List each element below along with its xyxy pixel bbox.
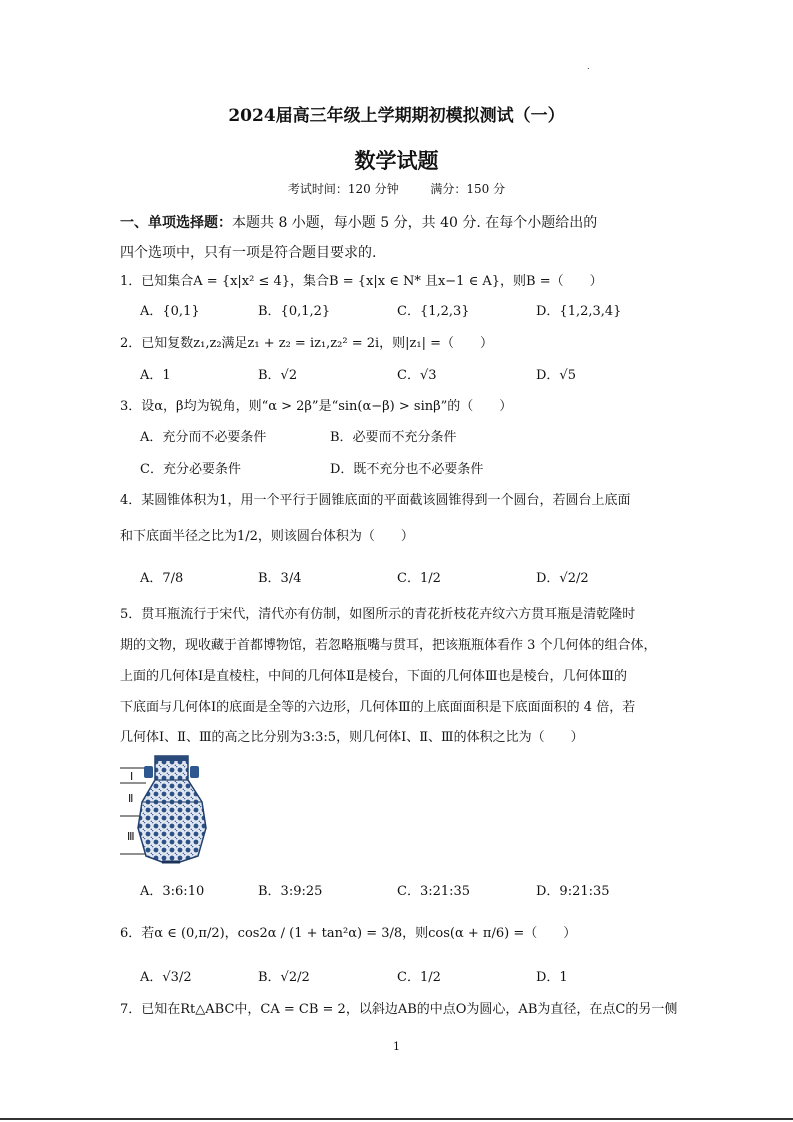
q2-option-d: D．√5 bbox=[536, 368, 576, 383]
exam-subject: 数学试题 bbox=[354, 148, 439, 173]
vase-right-ear bbox=[190, 766, 199, 778]
exam-time: 考试时间：120 分钟 bbox=[287, 182, 399, 196]
question-5-line1: 5．贯耳瓶流行于宋代，清代亦有仿制，如图所示的青花折枝花卉纹六方贯耳瓶是清乾隆时 bbox=[120, 607, 636, 622]
vase-left-ear bbox=[144, 766, 153, 778]
q1-option-c: C．{1,2,3} bbox=[397, 304, 470, 319]
question-4-line1: 4．某圆锥体积为1，用一个平行于圆锥底面的平面截该圆锥得到一个圆台，若圆台上底面 bbox=[120, 493, 631, 508]
vase-label-1: Ⅰ bbox=[130, 771, 134, 783]
section-heading-line2 bbox=[120, 242, 376, 262]
q2-option-c: C．√3 bbox=[397, 368, 437, 383]
q4-option-a: A．7/8 bbox=[140, 571, 184, 586]
corner-dot: . bbox=[587, 62, 590, 71]
section-text-1: 本题共 8 小题，每小题 5 分，共 40 分. 在每个小题给出的 bbox=[232, 215, 598, 231]
q4-option-c: C．1/2 bbox=[397, 571, 441, 586]
q6-option-b: B．√2/2 bbox=[258, 970, 310, 985]
q4-option-b: B．3/4 bbox=[258, 571, 302, 586]
question-1: 1．已知集合A = {x|x² ≤ 4}，集合B = {x|x ∈ N* 且x−1 ∈ A}，则B =（ ） bbox=[120, 274, 603, 289]
q5-option-d: D．9:21:35 bbox=[536, 884, 610, 899]
q1-option-b: B．{0,1,2} bbox=[258, 304, 331, 319]
exam-title: 2024届高三年级上学期期初模拟测试（一） bbox=[228, 106, 565, 126]
vase-label-3: Ⅲ bbox=[127, 831, 135, 843]
section-heading: 一、单项选择题： bbox=[120, 215, 232, 231]
question-7: 7．已知在Rt△ABC中，CA = CB = 2，以斜边AB的中点O为圆心，AB为直径，在点C的另一侧 bbox=[120, 1002, 678, 1017]
question-6: 6．若α ∈ (0,π/2)，cos2α / (1 + tan²α) = 3/8，则cos(α + π/6) =（ ） bbox=[120, 926, 577, 941]
q3-option-c: C．充分必要条件 bbox=[140, 462, 241, 477]
exam-score: 满分：150 分 bbox=[430, 182, 506, 196]
q2-option-b: B．√2 bbox=[258, 368, 298, 383]
q5-option-b: B．3:9:25 bbox=[258, 884, 323, 899]
q4-option-d: D．√2/2 bbox=[536, 571, 589, 586]
q1-option-d: D．{1,2,3,4} bbox=[536, 304, 622, 319]
question-5-line2: 期的文物，现收藏于首都博物馆，若忽略瓶嘴与贯耳，把该瓶瓶体看作 3 个几何体的组合体， bbox=[120, 638, 657, 653]
q6-option-d: D．1 bbox=[536, 970, 568, 985]
vase-figure bbox=[120, 750, 215, 865]
question-5-line5: 几何体Ⅰ、Ⅱ、Ⅲ的高之比分别为3:3:5，则几何体Ⅰ、Ⅱ、Ⅲ的体积之比为（ ） bbox=[120, 730, 584, 745]
q2-option-a: A．1 bbox=[140, 368, 171, 383]
q6-option-c: C．1/2 bbox=[397, 970, 441, 985]
bottom-rule bbox=[0, 1118, 793, 1120]
q6-option-a: A．√3/2 bbox=[140, 970, 192, 985]
q1-option-a: A．{0,1} bbox=[140, 304, 200, 319]
q3-option-a: A．充分而不必要条件 bbox=[140, 430, 267, 445]
vase-label-2: Ⅱ bbox=[128, 793, 134, 805]
q3-option-b: B．必要而不充分条件 bbox=[330, 430, 457, 445]
section-heading-line1 bbox=[120, 212, 597, 232]
question-4-line2: 和下底面半径之比为1/2，则该圆台体积为（ ） bbox=[120, 529, 414, 544]
question-2: 2．已知复数z₁,z₂满足z₁ + z₂ = iz₁,z₂² = 2i，则|z₁| =（ ） bbox=[120, 336, 494, 351]
exam-meta bbox=[0, 180, 793, 197]
q5-option-a: A．3:6:10 bbox=[140, 884, 205, 899]
q3-option-d: D．既不充分也不必要条件 bbox=[330, 462, 484, 477]
page-number: 1 bbox=[393, 1040, 400, 1053]
question-3: 3．设α，β均为锐角，则“α > 2β”是“sin(α−β) > sinβ”的（ ） bbox=[120, 399, 513, 414]
question-5-line3: 上面的几何体Ⅰ是直棱柱，中间的几何体Ⅱ是棱台，下面的几何体Ⅲ也是棱台，几何体Ⅲ的 bbox=[120, 669, 628, 684]
vase-rim bbox=[155, 756, 188, 761]
question-5-line4: 下底面与几何体Ⅰ的底面是全等的六边形，几何体Ⅲ的上底面面积是下底面面积的 4 倍，若 bbox=[120, 700, 636, 715]
q5-option-c: C．3:21:35 bbox=[397, 884, 471, 899]
vase-illustration bbox=[120, 750, 215, 865]
section-text-2: 四个选项中，只有一项是符合题目要求的. bbox=[120, 245, 377, 261]
